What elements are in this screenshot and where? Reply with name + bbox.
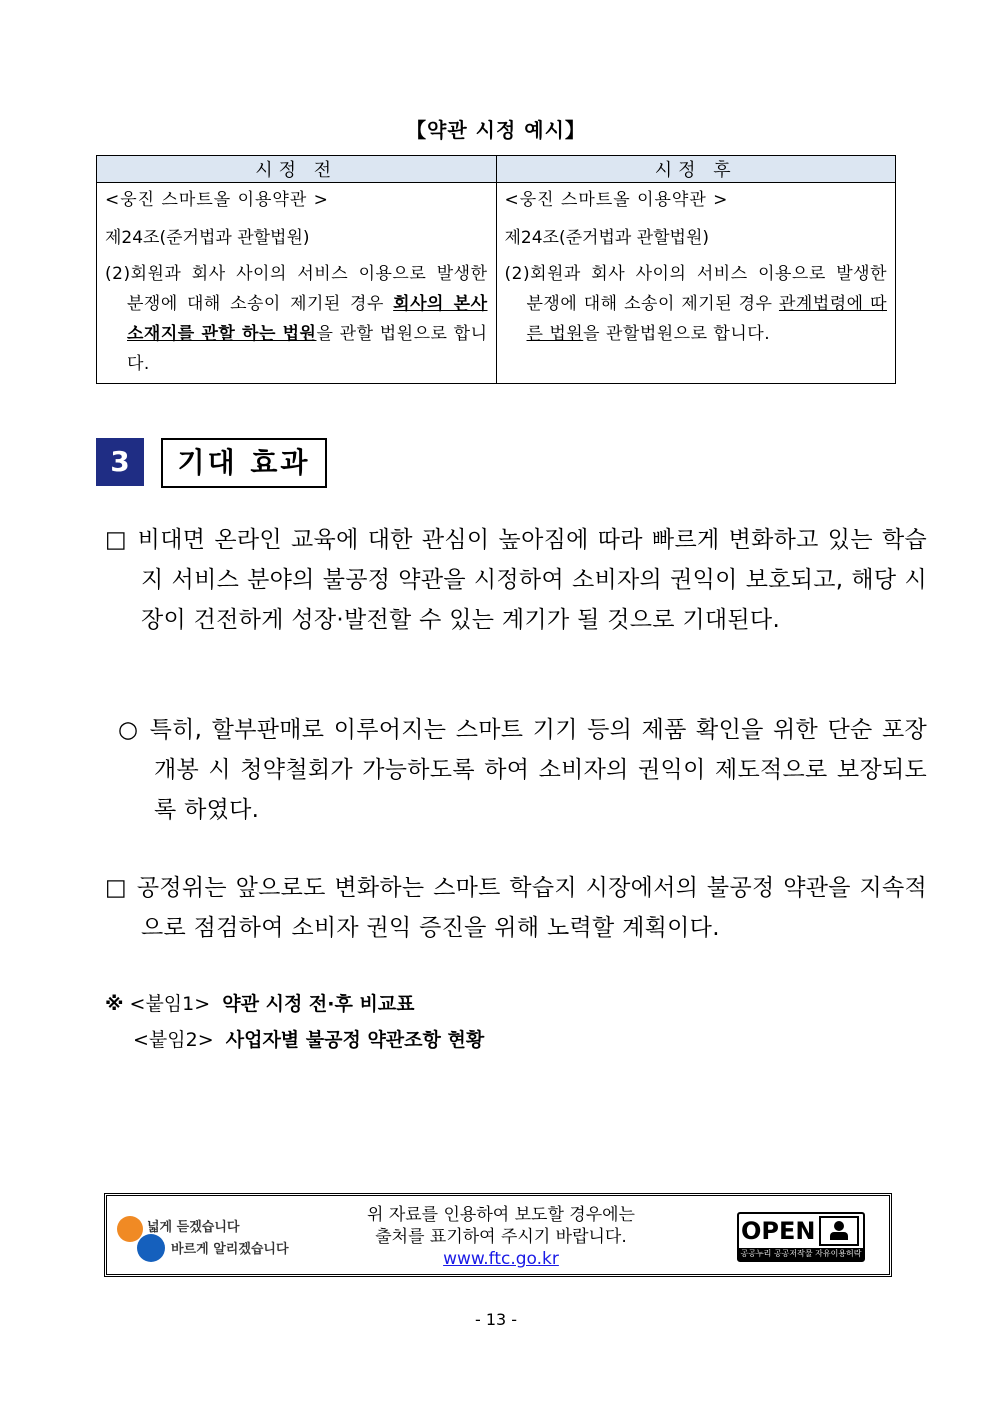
clause-text: (2)회원과 회사 사이의 서비스 이용으로 발생한 분쟁에 대해 소송이 제기된 경우 관계법령에 따른 법원을 관할법원으로 합니다.: [504, 264, 887, 344]
section-title: 기대 효과: [161, 438, 327, 488]
emphasized-clause: 관계법령에 따른 법원: [526, 294, 887, 344]
attachment-1: ※ <붙임1> 약관 시정 전·후 비교표: [105, 993, 415, 1015]
cell-before: [97, 183, 497, 384]
citation-footer: 넓게 듣겠습니다 바르게 알리겠습니다 위 자료를 인용하여 보도할 경우에는 출처를 표기하여 주시기 바랍니다. www.ftc.go.kr OPEN 공공누리 공공저작물 자유이용허락: [104, 1193, 892, 1277]
comparison-table: [96, 155, 896, 384]
section-number: 3: [96, 438, 144, 486]
citation-text: 위 자료를 인용하여 보도할 경우에는 출처를 표기하여 주시기 바랍니다. www.ftc.go.kr: [367, 1205, 635, 1269]
page-number: - 13 -: [474, 1310, 518, 1329]
article-title: 제24조(준거법과 관할법원): [105, 228, 310, 248]
open-license-logo: OPEN 공공누리 공공저작물 자유이용허락: [737, 1212, 865, 1262]
paragraph-3: □ 공정위는 앞으로도 변화하는 스마트 학습지 시장에서의 불공정 약관을 지속적으로 점검하여 소비자 권익 증진을 위해 노력할 계획이다.: [105, 875, 927, 941]
paragraph-1: □ 비대면 온라인 교육에 대한 관심이 높아짐에 따라 빠르게 변화하고 있는 학습지 서비스 분야의 불공정 약관을 시정하여 소비자의 권익이 보호되고, 해당 시장이 건전하게 성장·발전할 수 있는 계기가 될 것으로 기대된다.: [105, 527, 927, 633]
table-caption: 【약관 시정 예시】: [406, 118, 586, 142]
header-before: 시정 전: [97, 156, 497, 183]
paragraph-2: ○ 특히, 할부판매로 이루어지는 스마트 기기 등의 제품 확인을 위한 단순 포장개봉 시 청약철회가 가능하도록 하여 소비자의 권익이 제도적으로 보장되도록 하였다.: [118, 717, 927, 823]
person-icon: [819, 1216, 859, 1246]
attachment-2: <붙임2> 사업자별 불공정 약관조항 현황: [133, 1029, 485, 1051]
ftc-website-link[interactable]: www.ftc.go.kr: [443, 1249, 559, 1269]
cell-after: [496, 183, 896, 384]
terms-title: <웅진 스마트올 이용약관 >: [105, 190, 329, 210]
clause-text: (2)회원과 회사 사이의 서비스 이용으로 발생한 분쟁에 대해 소송이 제기된 경우 회사의 본사 소재지를 관할 하는 법원을 관할 법원으로 합니다.: [105, 264, 488, 374]
header-after: 시정 후: [496, 156, 896, 183]
article-title: 제24조(준거법과 관할법원): [504, 228, 710, 248]
terms-title: <웅진 스마트올 이용약관 >: [504, 190, 729, 210]
attachments-note: [105, 986, 484, 1058]
emphasized-clause: 회사의 본사 소재지를 관할 하는 법원: [127, 294, 488, 344]
